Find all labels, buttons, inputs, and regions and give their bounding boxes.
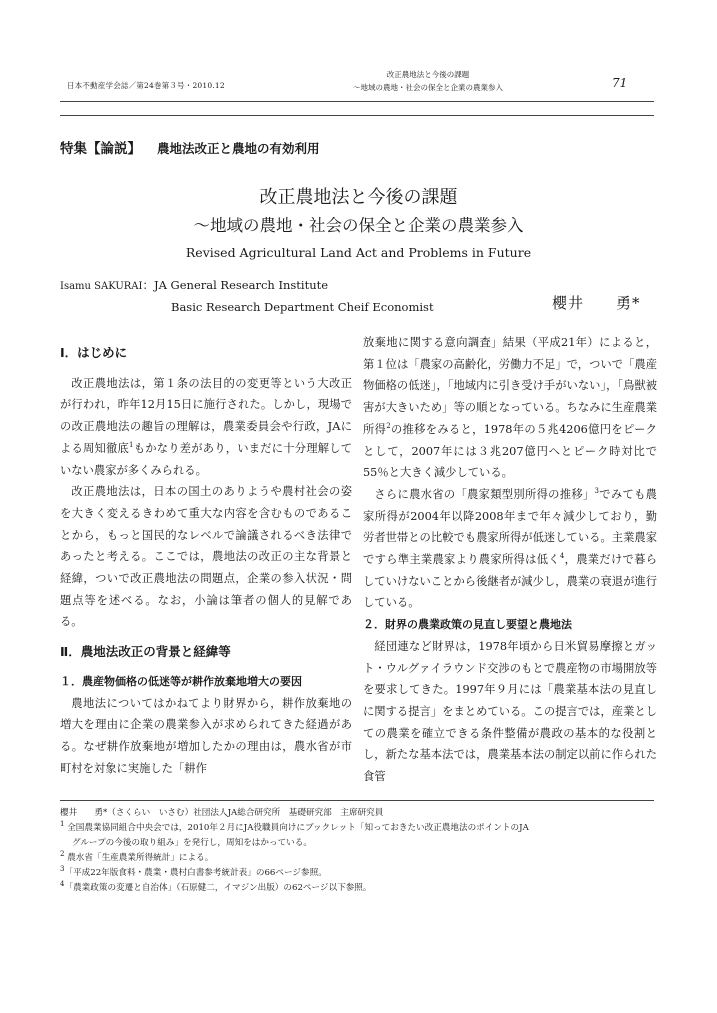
author-affiliation: ：JA General Research Institute xyxy=(142,278,329,292)
page-number: 71 xyxy=(612,76,628,90)
paragraph-text: さらに農水省の「農家類型別所得の推移」 xyxy=(374,487,595,501)
footnote-text: 農水省「生産農業所得統計」による。 xyxy=(67,853,214,863)
footnote-mark: 3 xyxy=(594,487,600,496)
paragraph xyxy=(60,373,352,482)
footnote-mark: 1 xyxy=(129,441,134,450)
running-title-line-2: 〜地域の農地・社会の保全と企業の農業参入 xyxy=(353,83,503,92)
article-title-english: Revised Agricultural Land Act and Problems in Future xyxy=(185,245,532,260)
paragraph-text: 放棄地に関する意向調査」結果（平成21年）によると，第１位は「農家の高齢化，労働力不足」で，ついで「農産物価格の低迷」，「地域内に引き受け手がいない」，「鳥獣被害が大きいため」等の順となっている。ちなみに生産農業所得 xyxy=(363,336,657,436)
footnote-3 xyxy=(60,866,660,881)
feature-topic: 農地法改正と農地の有効利用 xyxy=(157,141,320,156)
paragraph-text: もかなり差があり，いまだに十分理解していない農家が多くみられる。 xyxy=(60,441,352,477)
running-title xyxy=(318,68,538,94)
footnote-text: 全国農業協同組合中央会では，2010年２月にJA役職員向けにブックレット「知っておきたい改正農地法のポイントのJA xyxy=(67,823,529,833)
paragraph xyxy=(363,484,657,614)
author-name-en: Isamu SAKURAI xyxy=(60,281,143,292)
subsection-heading-2-2: ２．財界の農業政策の見直し要望と農地法 xyxy=(363,618,572,632)
author-name-jp: 櫻井 勇* xyxy=(552,294,641,312)
section-heading-1: Ⅰ．はじめに xyxy=(60,345,128,360)
footnotes xyxy=(60,806,660,896)
paragraph: 農地法についてはかねてより財界から，耕作放棄地の増大を理由に企業の農業参入が求められてきた経過がある。なぜ耕作放棄地が増加したかの理由は，農水省が市町村を対象に実施した「耕作 xyxy=(60,696,352,775)
paragraph: 改正農地法は，日本の国土のありようや農村社会の姿を大きく変えるきわめて重大な内容を含むものであることから，もっと国民的なレベルで論議されるべき法律であったと考える。ここでは，農地法の改正の主な背景と経緯，ついで改正農地法の問題点，企業の参入状況・問題点等を述べる。なお，小論は筆者の個人的見解である。 xyxy=(60,485,352,629)
footnote-number: 4 xyxy=(60,880,65,889)
footnote-1-continued: グループの今後の取り組み」を発行し，周知をはかっている。 xyxy=(72,838,312,848)
author-note: 櫻井 勇*（さくらい いさむ）社団法人JA総合研究所 基礎研究部 主席研究員 xyxy=(60,808,384,818)
footnote-1 xyxy=(60,821,660,836)
footnote-number: 3 xyxy=(60,865,65,874)
footnote-mark: 4 xyxy=(559,552,565,561)
paragraph-text: の推移をみると，1978年の５兆4206億円をピークとして，2007年には３兆207億円へとピーク時対比で55％と大きく減少している。 xyxy=(363,422,657,480)
footnote-rule xyxy=(60,800,654,801)
author-position: Basic Research Department Cheif Economist xyxy=(171,300,434,314)
header-rule-2 xyxy=(60,115,654,116)
paragraph-text: 改正農地法は，第１条の法目的の変更等という大改正が行われ，昨年12月15日に施行された。しかし，現場での改正農地法の趣旨の理解は，農業委員会や行政，JAによる周知徹底 xyxy=(60,376,352,455)
author-line xyxy=(60,277,328,293)
paragraph xyxy=(363,332,657,484)
footnote-number: 2 xyxy=(60,850,65,859)
journal-citation: 日本不動産学会誌／第24巻第３号・2010.12 xyxy=(67,81,225,90)
footnote-text: 「農業政策の変遷と自治体」（石原健二，イマジン出版）の62ページ以下参照。 xyxy=(64,883,372,893)
footnote-4 xyxy=(60,881,660,896)
paragraph-text: ，農業だけで暮らしていけないことから後継者が減少し，農業の衰退が進行している。 xyxy=(363,553,657,610)
body-column-right xyxy=(363,332,657,788)
article-subtitle: 〜地域の農地・社会の保全と企業の農業参入 xyxy=(193,216,524,235)
subsection-heading-2-1: １．農産物価格の低迷等が耕作放棄地増大の要因 xyxy=(60,674,302,688)
footnote-number: 1 xyxy=(60,820,65,829)
paragraph-text: でみても農家所得が2004年以降2008年まで年々減少しており，勤労者世帯との比較でも農家所得が低迷している。主業農家ですら準主業農家より農家所得は低く xyxy=(363,487,657,567)
footnote-mark: 2 xyxy=(386,422,391,431)
footnote-2 xyxy=(60,851,660,866)
body-column-left xyxy=(60,330,352,779)
paragraph: 経団連など財界は，1978年頃から日米貿易摩擦とガット・ウルグァイラウンド交渉のもとで農産物の市場開放等を要求してきた。1997年９月には「農業基本法の見直しに関する提言」をまとめている。この提言では，産業としての農業を確立できる条件整備が農政の基本的な役割とし，新たな基本法では，農業基本法の制定以前に作られた食管 xyxy=(363,639,657,784)
footnote-text: 「平成22年版食料・農業・農村白書参考統計表」の66ページ参照。 xyxy=(64,868,327,878)
header-rule xyxy=(60,101,654,102)
feature-label xyxy=(60,137,320,157)
section-heading-2: Ⅱ．農地法改正の背景と経緯等 xyxy=(60,644,231,660)
feature-tag: 特集【論説】 xyxy=(60,141,141,157)
article-title: 改正農地法と今後の課題 xyxy=(259,187,458,208)
running-title-line-1: 改正農地法と今後の課題 xyxy=(386,70,470,79)
